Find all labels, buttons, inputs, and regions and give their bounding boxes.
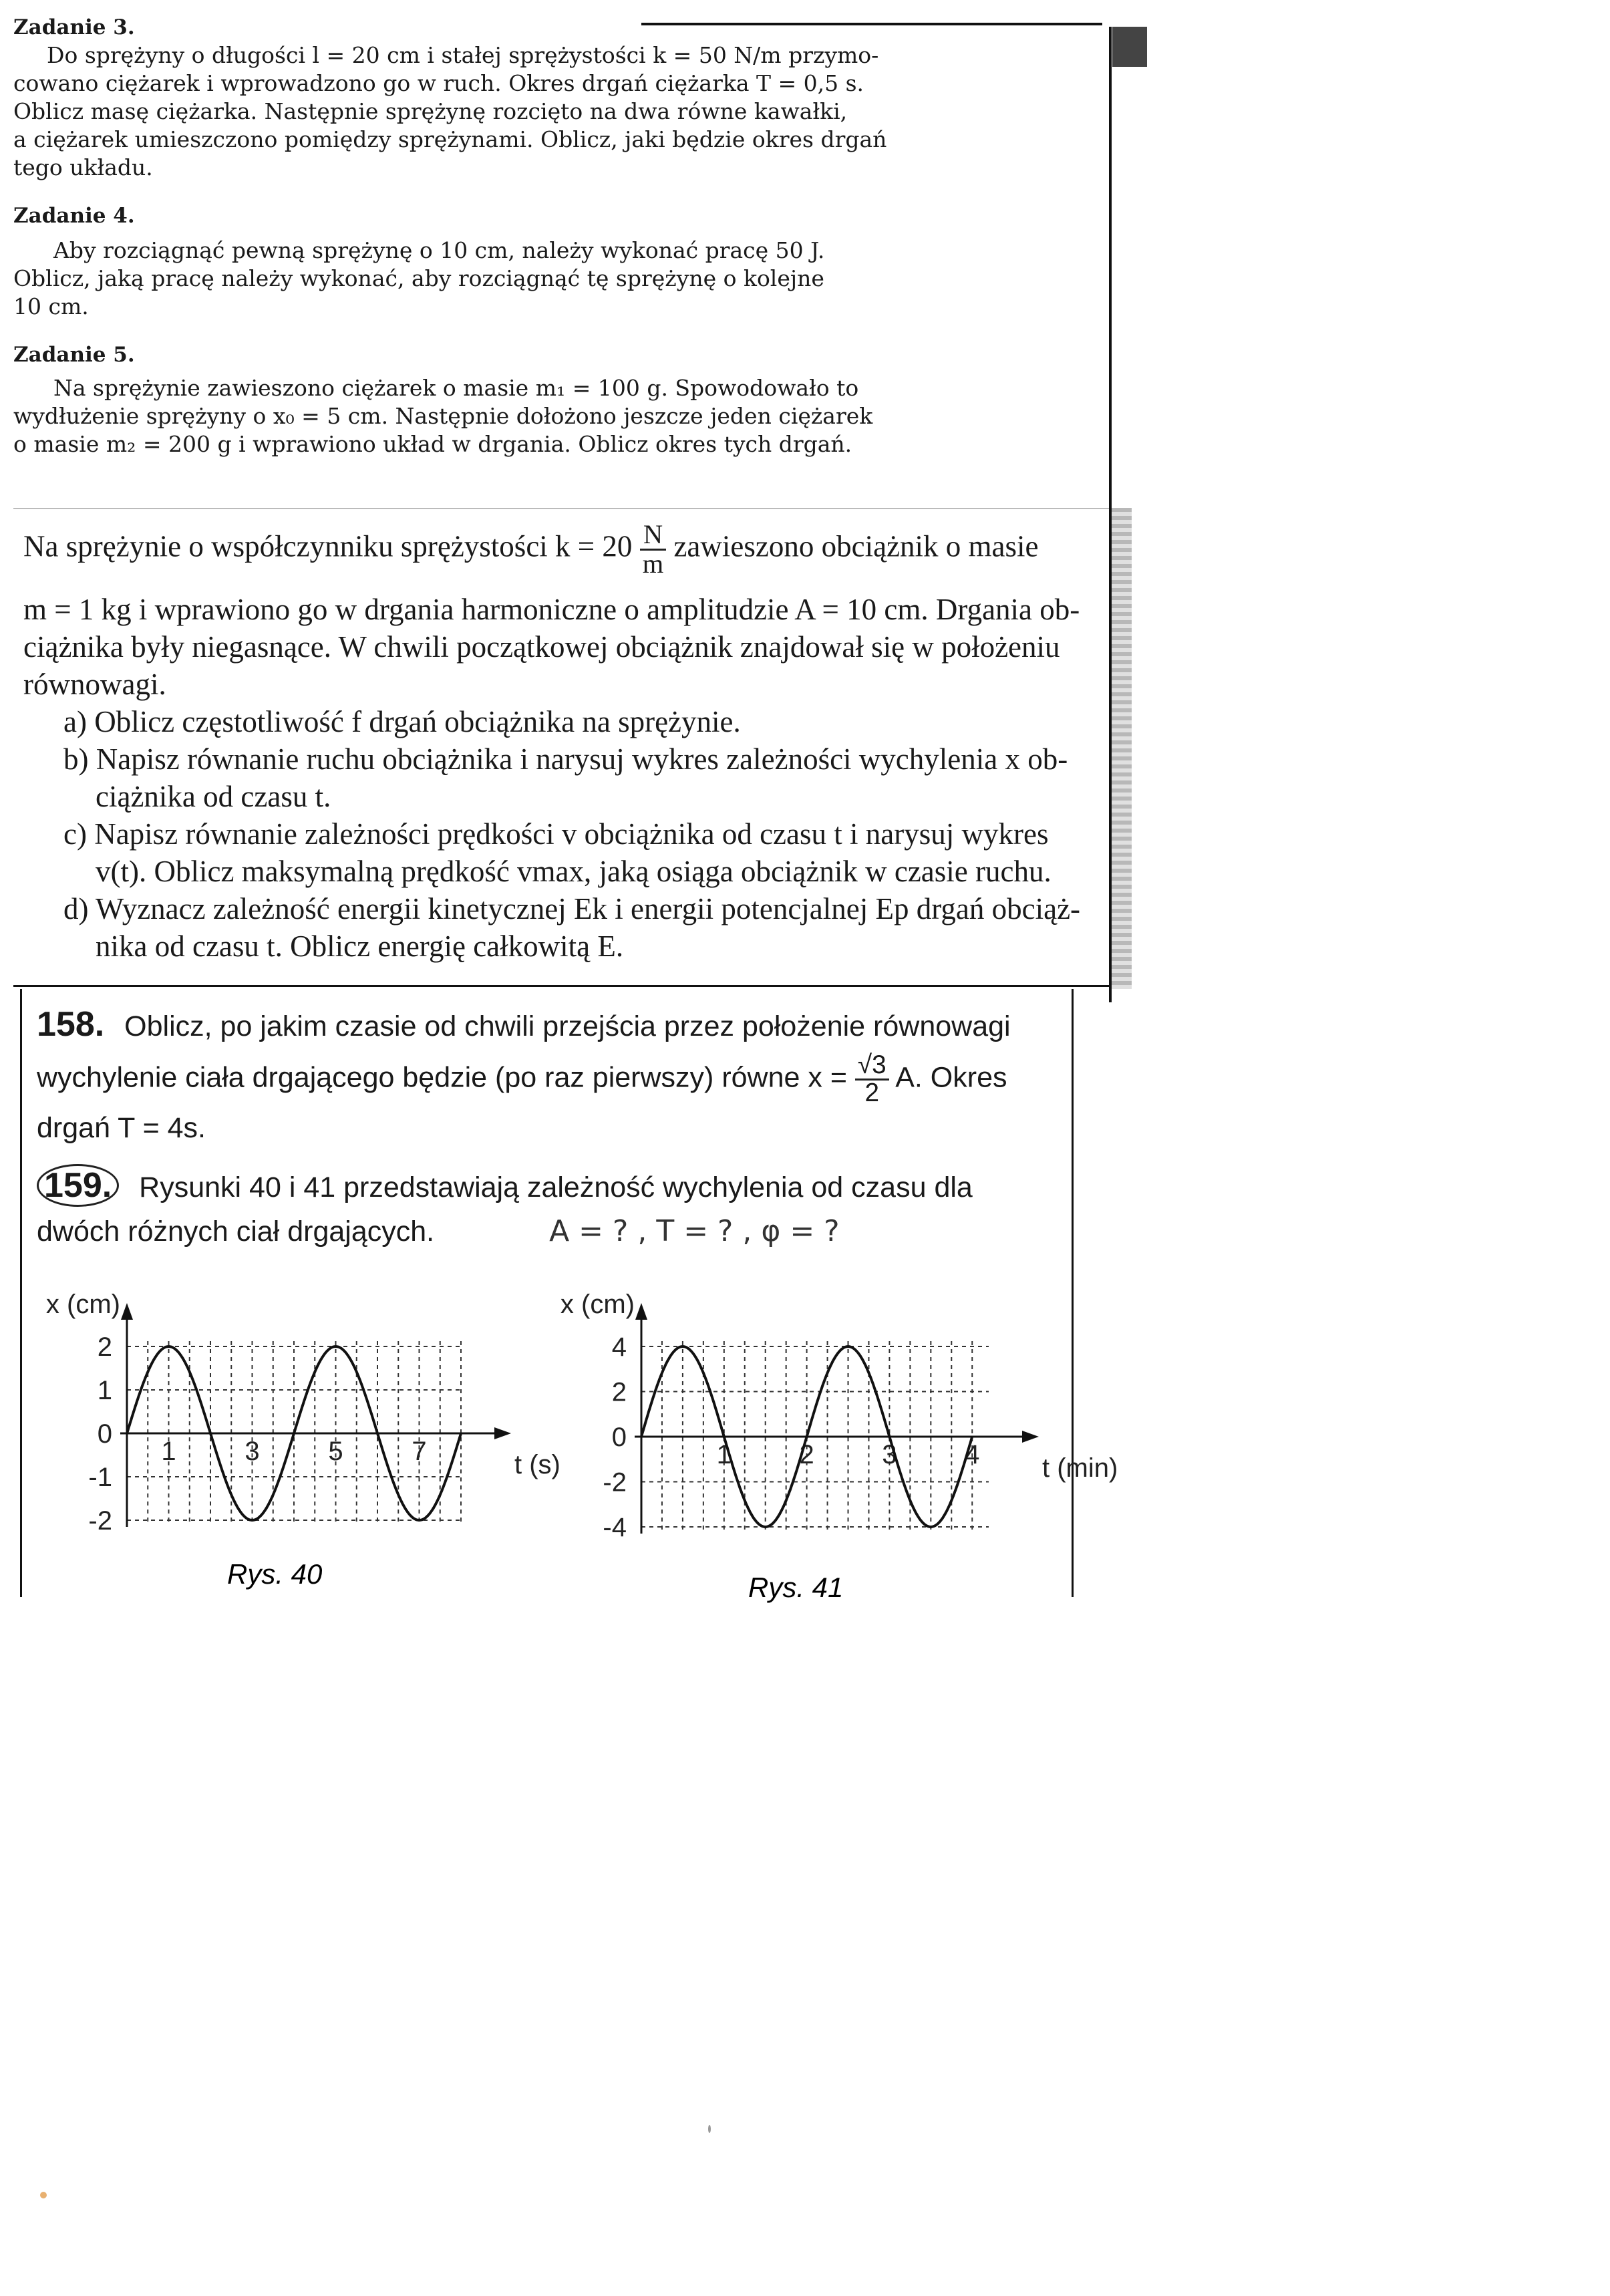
x-axis-label: t (min) bbox=[1042, 1453, 1118, 1483]
low-left-border bbox=[20, 989, 22, 1597]
z3-line: cowano ciężarek i wprowadzono go w ruch. Okres drgań ciężarka T = 0,5 s. bbox=[13, 70, 864, 96]
z5-line: wydłużenie sprężyny o x₀ = 5 cm. Następnie dołożono jeszcze jeden ciężarek bbox=[13, 403, 873, 429]
mid-line-1a: Na sprężynie o współczynniku sprężystości k = 20 bbox=[23, 529, 633, 563]
y-tick-label: -1 bbox=[88, 1463, 112, 1492]
problem-158-text: Oblicz, po jakim czasie od chwili przejścia przez położenie równowagi bbox=[124, 1010, 1011, 1042]
x-tick-label: 1 bbox=[716, 1440, 732, 1469]
z5-line: o masie m₂ = 200 g i wprawiono układ w drgania. Oblicz okres tych drgań. bbox=[13, 431, 852, 457]
mid-line-1 bbox=[23, 521, 1112, 577]
spring-oscillation-problem bbox=[23, 521, 1112, 965]
scan-speck bbox=[708, 2125, 711, 2133]
z4-line: Aby rozciągnąć pewną sprężynę o 10 cm, należy wykonać pracę 50 J. bbox=[53, 237, 825, 263]
mid-bottom-rule bbox=[13, 985, 1109, 987]
x-tick-label: 4 bbox=[965, 1440, 980, 1469]
frac-denominator: 2 bbox=[864, 1078, 880, 1107]
x-tick-label: 3 bbox=[882, 1440, 897, 1469]
scan-edge-shadow bbox=[1112, 508, 1132, 989]
problem-158-line-3: drgań T = 4s. bbox=[37, 1112, 206, 1145]
y-tick-label: 1 bbox=[97, 1376, 112, 1405]
unit-fraction bbox=[640, 521, 667, 577]
problem-159-text-2: dwóch różnych ciał drgających. bbox=[37, 1215, 435, 1248]
item-a: a) Oblicz częstotliwość f drgań obciążnika na sprężynie. bbox=[63, 705, 741, 738]
zadanie-3-text bbox=[13, 41, 882, 69]
problem-159-line-1 bbox=[37, 1163, 1079, 1209]
y-tick-label: 2 bbox=[611, 1377, 627, 1407]
item-d-cont: nika od czasu t. Oblicz energię całkowitą E. bbox=[96, 929, 624, 963]
item-b-cont: ciążnika od czasu t. bbox=[96, 780, 331, 813]
y-axis-label: x (cm) bbox=[560, 1290, 635, 1319]
problems-158-159 bbox=[37, 1002, 1079, 1254]
item-d: d) Wyznacz zależność energii kinetycznej Ek i energii potencjalnej Ep drgań obciąż- bbox=[63, 892, 1081, 925]
chart-rys-40 bbox=[40, 1283, 560, 1617]
z5-line: Na sprężynie zawieszono ciężarek o masie m₁ = 100 g. Spowodowało to bbox=[53, 375, 859, 401]
z4-line: 10 cm. bbox=[13, 293, 89, 319]
x-tick-label: 5 bbox=[328, 1437, 343, 1466]
chart-rys-41 bbox=[554, 1283, 1118, 1630]
top-exercises bbox=[13, 13, 887, 458]
item-b: b) Napisz równanie ruchu obciążnika i narysuj wykres zależności wychylenia x ob- bbox=[63, 742, 1068, 776]
problem-158-number: 158. bbox=[37, 1005, 105, 1044]
problem-158-text-2b: A. Okres bbox=[895, 1061, 1007, 1094]
y-tick-label: 4 bbox=[611, 1332, 627, 1362]
sqrt3-over-2 bbox=[855, 1052, 889, 1106]
mid-line: ciążnika były niegasnące. W chwili początkowej obciążnik znajdował się w położeniu bbox=[23, 630, 1060, 664]
x-axis-label: t (s) bbox=[514, 1450, 560, 1479]
handwritten-note: A = ? , T = ? , φ = ? bbox=[549, 1214, 840, 1249]
z3-line: a ciężarek umieszczono pomiędzy sprężynami. Oblicz, jaki będzie okres drgań bbox=[13, 126, 887, 152]
y-axis-arrow bbox=[121, 1303, 133, 1320]
caption-rys-41: Rys. 41 bbox=[748, 1572, 844, 1603]
item-c-cont: v(t). Oblicz maksymalną prędkość vmax, jaką osiąga obciążnik w czasie ruchu. bbox=[96, 855, 1052, 888]
zadanie-4-title: Zadanie 4. bbox=[13, 204, 135, 228]
y-tick-label: -4 bbox=[603, 1513, 627, 1542]
caption-rys-40: Rys. 40 bbox=[227, 1558, 323, 1590]
problem-158-line-1 bbox=[37, 1002, 1079, 1048]
y-tick-label: -2 bbox=[603, 1467, 627, 1497]
x-tick-label: 7 bbox=[412, 1437, 427, 1466]
z3-line: Do sprężyny o długości l = 20 cm i stałej sprężystości k = 50 N/m przymo- bbox=[47, 42, 879, 68]
problem-159-text: Rysunki 40 i 41 przedstawiają zależność wychylenia od czasu dla bbox=[139, 1171, 973, 1204]
problem-159-line-2 bbox=[37, 1209, 1079, 1254]
y-tick-label: -2 bbox=[88, 1506, 112, 1536]
zadanie-5-title: Zadanie 5. bbox=[13, 343, 135, 367]
zadanie-3-title: Zadanie 3. bbox=[13, 15, 135, 39]
z3-line: Oblicz masę ciężarka. Następnie sprężynę rozcięto na dwa równe kawałki, bbox=[13, 98, 848, 124]
x-tick-label: 2 bbox=[799, 1440, 814, 1469]
mid-line: m = 1 kg i wprawiono go w drgania harmoniczne o amplitudzie A = 10 cm. Drgania ob- bbox=[23, 593, 1080, 626]
y-tick-label: 2 bbox=[97, 1332, 112, 1362]
mid-line: równowagi. bbox=[23, 668, 166, 701]
z4-line: Oblicz, jaką pracę należy wykonać, aby rozciągnąć tę sprężynę o kolejne bbox=[13, 265, 824, 291]
frac-numerator: √3 bbox=[855, 1052, 889, 1081]
problem-158-text-2a: wychylenie ciała drgającego będzie (po raz pierwszy) równe x = bbox=[37, 1061, 847, 1094]
unit-numerator: N bbox=[640, 521, 667, 551]
y-tick-label: 0 bbox=[97, 1419, 112, 1449]
scan-speck bbox=[40, 2192, 47, 2198]
unit-denominator: m bbox=[642, 548, 664, 579]
y-axis-label: x (cm) bbox=[45, 1290, 120, 1319]
x-axis-arrow bbox=[1022, 1431, 1039, 1443]
item-c: c) Napisz równanie zależności prędkości v obciążnika od czasu t i narysuj wykres bbox=[63, 817, 1049, 851]
problem-158-line-2 bbox=[37, 1052, 1079, 1106]
problem-159-number: 159. bbox=[37, 1164, 119, 1207]
page-corner-mark bbox=[1112, 27, 1147, 67]
z3-line: tego układu. bbox=[13, 154, 153, 180]
y-tick-label: 0 bbox=[611, 1423, 627, 1452]
mid-line-1b: zawieszono obciążnik o masie bbox=[673, 529, 1039, 563]
x-tick-label: 1 bbox=[161, 1437, 176, 1466]
y-axis-arrow bbox=[635, 1303, 647, 1320]
x-axis-arrow bbox=[494, 1427, 511, 1439]
x-tick-label: 3 bbox=[245, 1437, 260, 1466]
mid-left-rule bbox=[13, 508, 1109, 509]
